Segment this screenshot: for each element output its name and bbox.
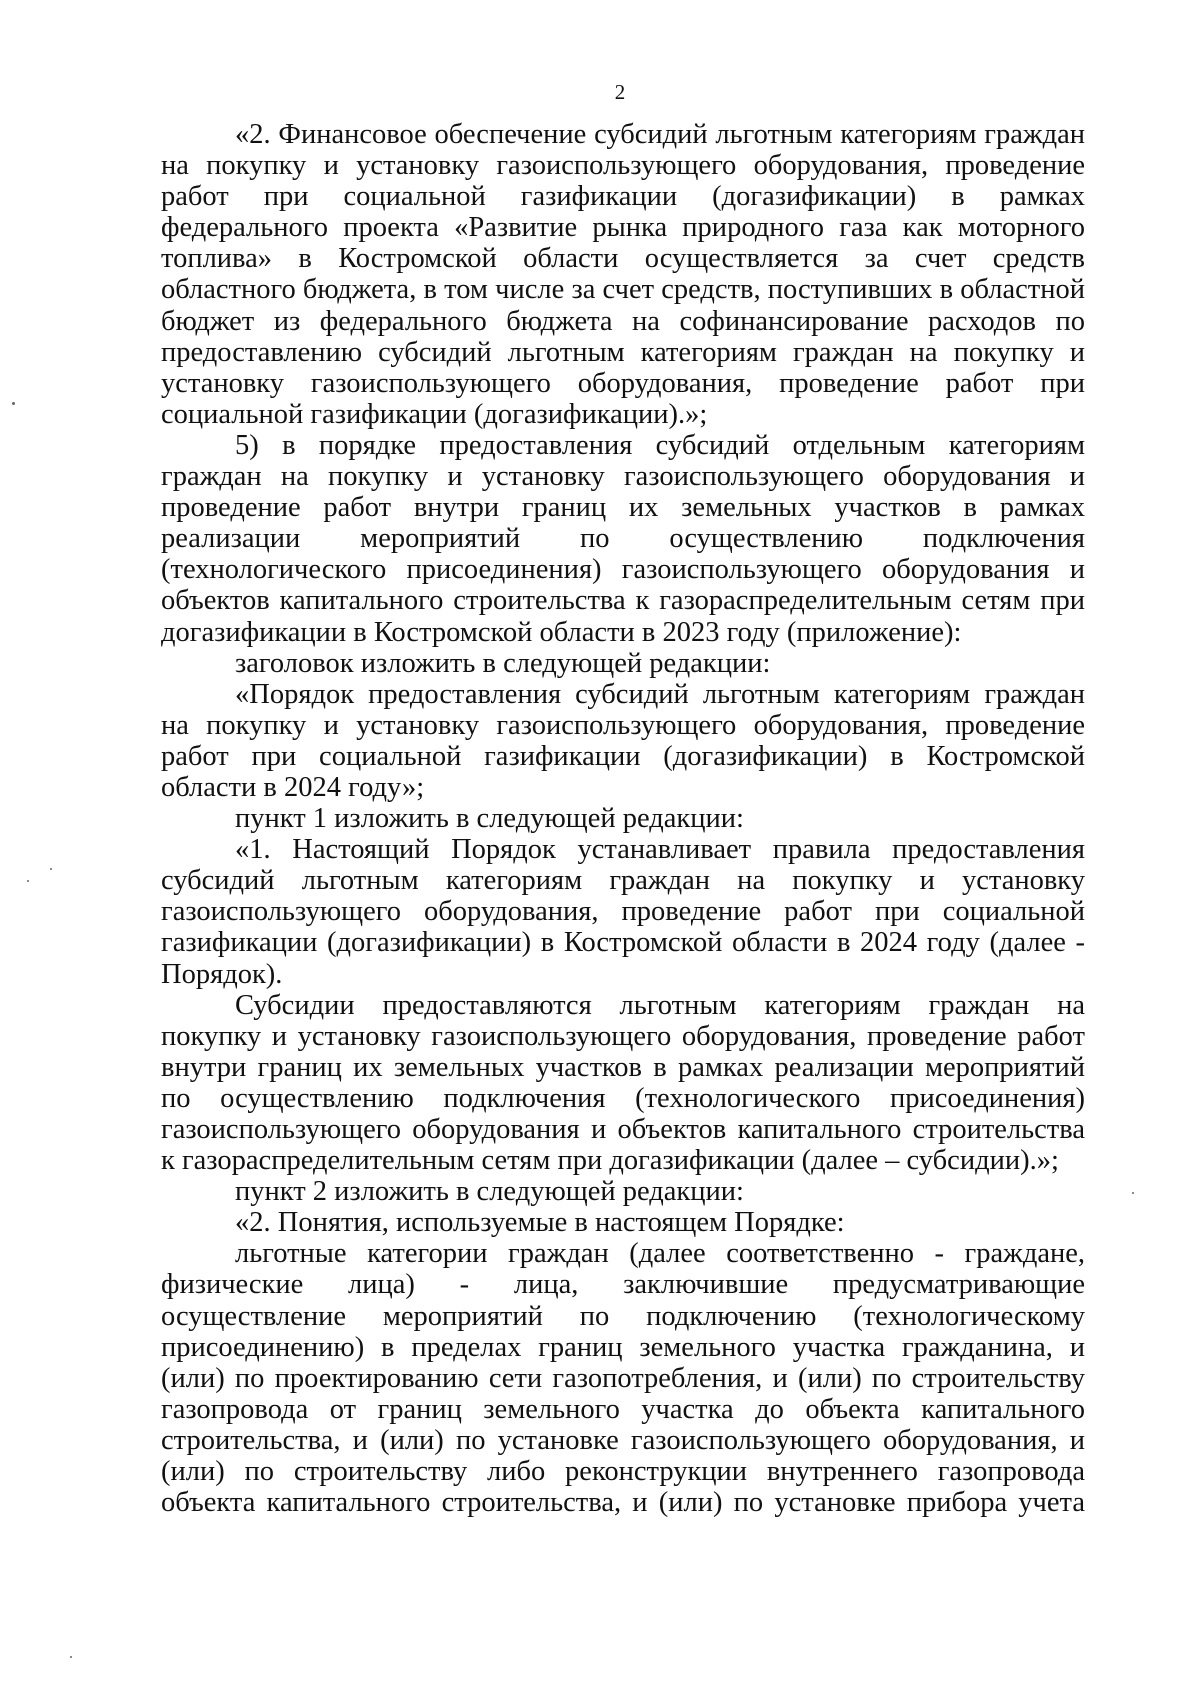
paragraph-title-instruction: заголовок изложить в следующей редакции: bbox=[235, 647, 771, 679]
paragraph-new-title: «Порядок предоставления субсидий льготным категориям граждан на покупку и установку газоиспользующего оборудования, проведение работ при социальной газификации (догазификации) в Костромской области в 2024 году»; bbox=[161, 678, 1085, 803]
scan-speck bbox=[70, 1656, 72, 1658]
scan-speck bbox=[1132, 1192, 1134, 1194]
page-number: 2 bbox=[614, 80, 626, 104]
paragraph-financing: «2. Финансовое обеспечение субсидий льготным категориям граждан на покупку и установку газоиспользующего оборудования, проведение работ при социальной газификации (догазификации) в рамках федерального проекта «Развитие рынка природного газа как моторного топлива» в Костромской области осуществляется за счет средств областного бюджета, в том числе за счет средств, поступивших в областной бюджет из федерального бюджета на софинансирование расходов по предоставлению субсидий льготным категориям граждан на покупку и установку газоиспользующего оборудования, проведение работ при социальной газификации (догазификации).»; bbox=[161, 119, 1085, 430]
scan-speck bbox=[50, 868, 52, 870]
scan-speck bbox=[12, 402, 15, 405]
paragraph-item-5: 5) в порядке предоставления субсидий отдельным категориям граждан на покупку и установку газоиспользующего оборудования и проведение работ внутри границ их земельных участков в рамках реализации мероприятий по осуществлению подключения (технологического присоединения) газоиспользующего оборудования и объектов капитального строительства к газораспределительным сетям при догазификации в Костромской области в 2023 году (приложение): bbox=[161, 429, 1085, 648]
scan-speck bbox=[27, 880, 29, 882]
paragraph-point-2-instruction: пункт 2 изложить в следующей редакции: bbox=[235, 1176, 744, 1208]
paragraph-point-1-instruction: пункт 1 изложить в следующей редакции: bbox=[235, 803, 744, 835]
paragraph-definitions: льготные категории граждан (далее соответственно - граждане, физические лица) - лица, заключившие предусматривающие осуществление мероприятий по подключению (технологическому присоединению) в пределах границ земельного участка гражданина, и (или) по проектированию сети газопотребления, и (или) по строительству газопровода от границ земельного участка до объекта капитального строительства, и (или) по установке газоиспользующего оборудования, и (или) по строительству либо реконструкции внутреннего газопровода объекта капитального строительства, и (или) по установке прибора учета bbox=[161, 1238, 1085, 1519]
paragraph-subsidies: Субсидии предоставляются льготным категориям граждан на покупку и установку газоиспользующего оборудования, проведение работ внутри границ их земельных участков в рамках реализации мероприятий по осуществлению подключения (технологического присоединения) газоиспользующего оборудования и объектов капитального строительства к газораспределительным сетям при догазификации (далее – субсидии).»; bbox=[161, 989, 1085, 1177]
paragraph-point-1: «1. Настоящий Порядок устанавливает правила предоставления субсидий льготным категориям граждан на покупку и установку газоиспользующего оборудования, проведение работ при социальной газификации (догазификации) в Костромской области в 2024 году (далее - Порядок). bbox=[161, 834, 1085, 990]
document-body bbox=[161, 119, 1085, 1518]
paragraph-point-2: «2. Понятия, используемые в настоящем Порядке: bbox=[235, 1207, 845, 1239]
